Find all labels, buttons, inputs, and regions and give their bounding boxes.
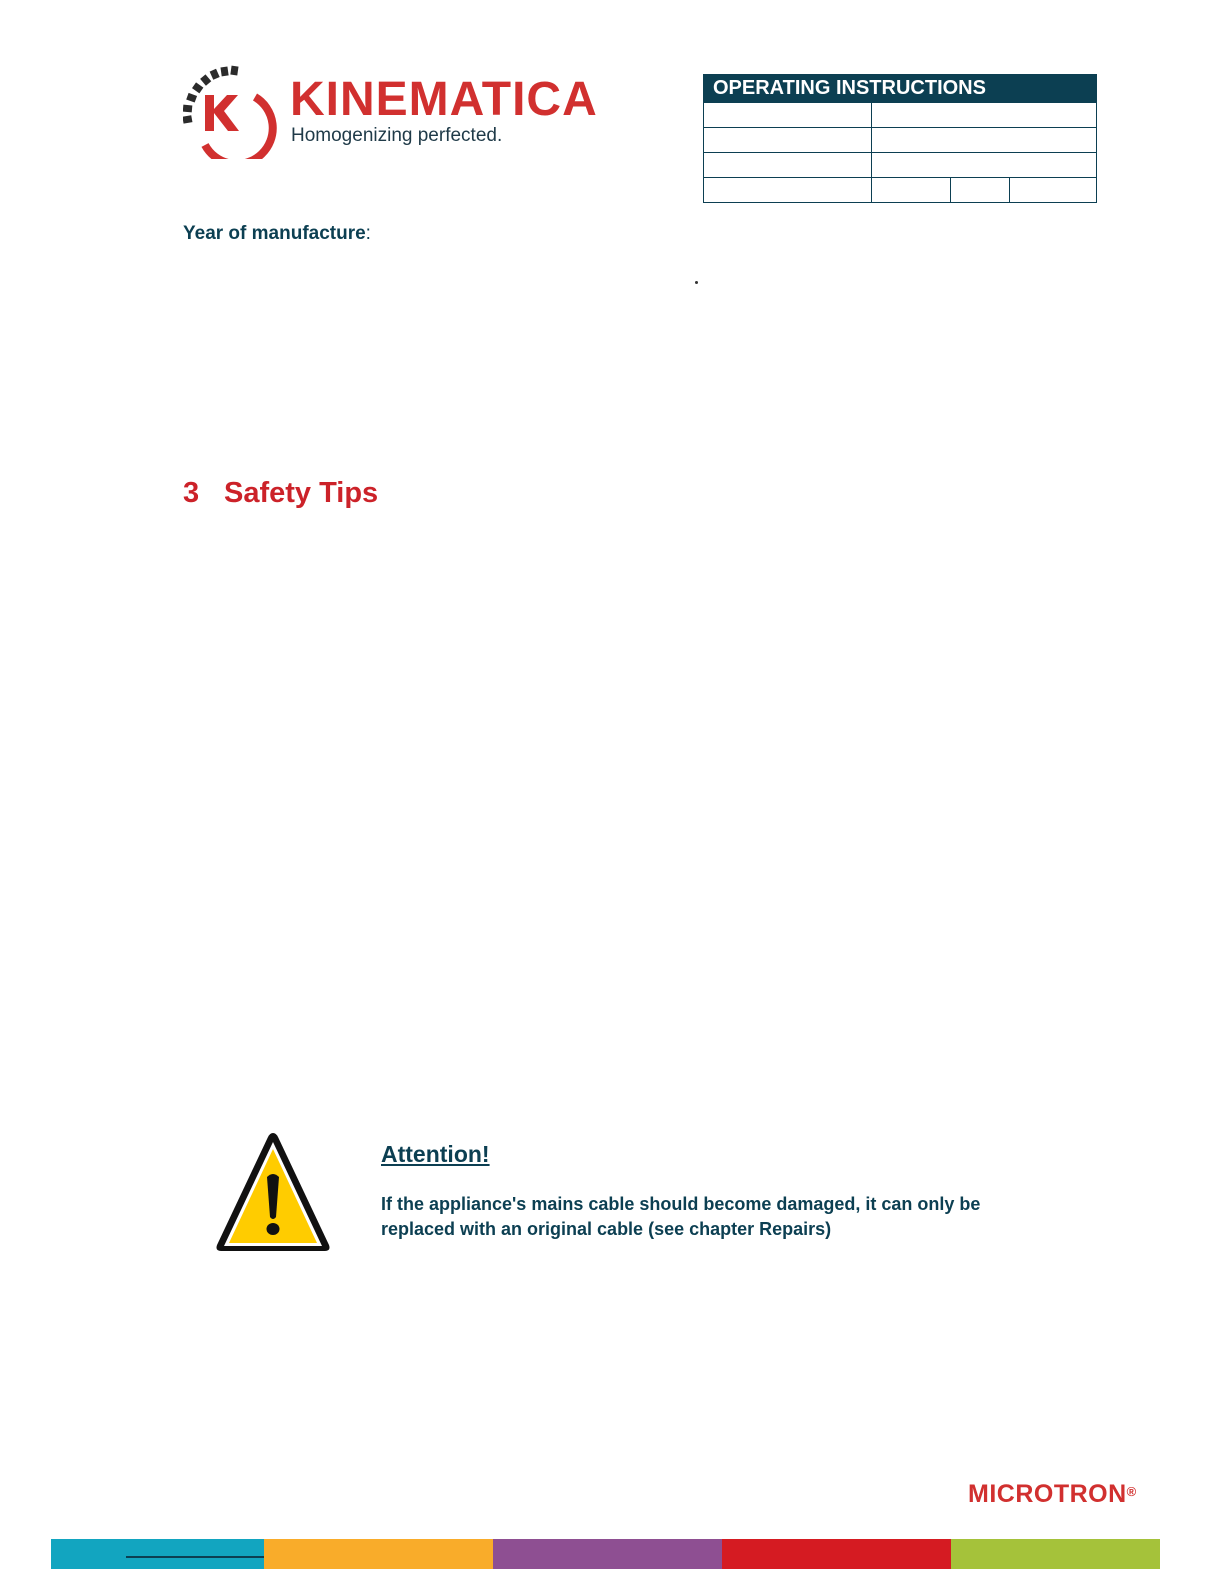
color-bar-segment [493, 1539, 722, 1569]
year-label-colon: : [365, 223, 371, 244]
attention-text: If the appliance's mains cable should become damaged, it can only be replaced with an original cable (see chapter Repairs) [381, 1194, 981, 1239]
table-cell [1010, 178, 1097, 203]
table-cell [704, 103, 872, 128]
product-name: MICROTRON [968, 1480, 1127, 1508]
table-cell [872, 153, 1097, 178]
table-cell [951, 178, 1010, 203]
section-title: Safety Tips [224, 477, 379, 509]
color-bar-segment [722, 1539, 951, 1569]
color-bar-segment [264, 1539, 493, 1569]
year-label-text: Year of manufacture [183, 223, 366, 244]
footer-color-bar [51, 1539, 1160, 1569]
table-row [704, 103, 1097, 128]
year-of-manufacture-label [183, 222, 371, 246]
color-bar-segment [51, 1539, 264, 1569]
section-heading [183, 474, 378, 512]
section-number: 3 [183, 477, 200, 509]
product-logo [968, 1479, 1137, 1509]
logo-mark-icon [183, 66, 273, 159]
color-bar-segment [951, 1539, 1160, 1569]
operating-instructions-table [703, 74, 1097, 203]
attention-title: Attention! [381, 1141, 490, 1167]
warning-triangle-icon [214, 1131, 332, 1255]
table-cell [872, 178, 951, 203]
table-row [704, 178, 1097, 203]
footer-line [126, 1556, 264, 1558]
table-cell [872, 128, 1097, 153]
registered-mark: ® [1126, 1484, 1137, 1499]
brand-name: KINEMATICA [290, 73, 598, 126]
table-title: OPERATING INSTRUCTIONS [704, 75, 1097, 103]
table-cell [704, 153, 872, 178]
brand-tagline: Homogenizing perfected. [291, 125, 503, 146]
stray-dot [695, 281, 698, 284]
table-row [704, 128, 1097, 153]
table-cell [704, 128, 872, 153]
table-cell [872, 103, 1097, 128]
table-row [704, 153, 1097, 178]
table-cell [704, 178, 872, 203]
